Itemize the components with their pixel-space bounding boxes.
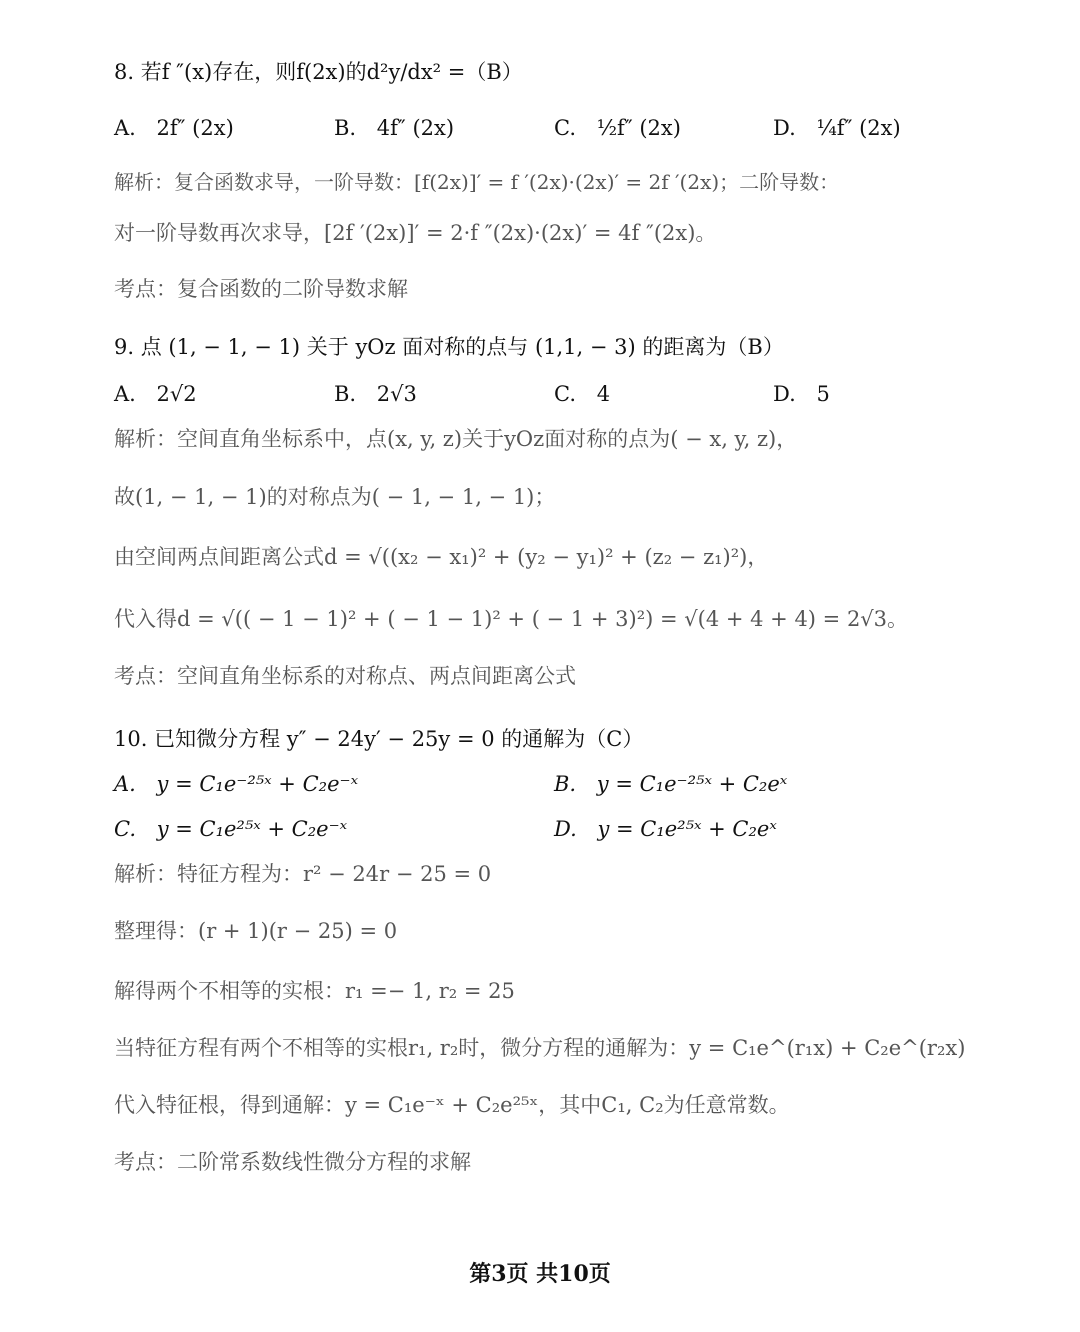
option-text: ¼f″ (2x): [816, 116, 901, 140]
q9-analysis-line-2: 故(1, − 1, − 1)的对称点为( − 1, − 1, − 1)；: [114, 485, 556, 509]
q9-option-c: [554, 382, 610, 406]
option-label: B.: [554, 772, 577, 796]
option-text: y = C₁e⁻²⁵ˣ + C₂e⁻ˣ: [156, 772, 359, 796]
q8-option-b: [334, 116, 454, 140]
q8-option-d: [773, 116, 901, 140]
option-text: ½f″ (2x): [596, 116, 681, 140]
q9-stem: 9. 点 (1, − 1, − 1) 关于 yOz 面对称的点与 (1,1, − 3) 的距离为（B）: [114, 335, 784, 359]
q10-analysis-line-2: 整理得：(r + 1)(r − 25) = 0: [114, 919, 398, 943]
q10-option-c: [114, 817, 347, 841]
option-label: B.: [334, 116, 357, 140]
q10-analysis-line-3: 解得两个不相等的实根：r₁ =− 1, r₂ = 25: [114, 979, 515, 1003]
q8-analysis-line-2: 对一阶导数再次求导，[2f ′(2x)]′ = 2·f ″(2x)·(2x)′ = 4f ″(2x)。: [114, 221, 717, 245]
q8-stem: 8. 若f ″(x)存在，则f(2x)的d²y/dx² =（B）: [114, 60, 523, 84]
q8-option-a: [114, 116, 234, 140]
option-text: 4: [596, 382, 611, 406]
option-label: A.: [114, 116, 136, 140]
q9-point: 考点：空间直角坐标系的对称点、两点间距离公式: [114, 664, 576, 688]
q9-option-a: [114, 382, 197, 406]
q9-analysis-line-3: 由空间两点间距离公式d = √((x₂ − x₁)² + (y₂ − y₁)² + (z₂ − z₁)²)，: [114, 545, 769, 569]
option-label: A.: [114, 772, 136, 796]
option-label: B.: [334, 382, 357, 406]
option-label: D.: [773, 116, 796, 140]
q8-option-c: [554, 116, 681, 140]
option-text: y = C₁e⁻²⁵ˣ + C₂eˣ: [596, 772, 788, 796]
q10-option-d: [554, 817, 777, 841]
q10-option-a: [114, 772, 358, 796]
option-text: 2f″ (2x): [156, 116, 234, 140]
q10-point: 考点：二阶常系数线性微分方程的求解: [114, 1150, 471, 1174]
q9-analysis-line-4: 代入得d = √(( − 1 − 1)² + ( − 1 − 1)² + ( − 1 + 3)²) = √(4 + 4 + 4) = 2√3。: [114, 607, 909, 631]
q8-analysis-line-1: 解析：复合函数求导，一阶导数：[f(2x)]′ = f ′(2x)·(2x)′ = 2f ′(2x)；二阶导数：: [114, 170, 840, 194]
q8-point: 考点：复合函数的二阶导数求解: [114, 277, 408, 301]
q10-analysis-line-1: 解析：特征方程为：r² − 24r − 25 = 0: [114, 862, 492, 886]
option-label: C.: [554, 116, 576, 140]
option-label: A.: [114, 382, 136, 406]
option-text: 2√2: [156, 382, 197, 406]
option-text: y = C₁e²⁵ˣ + C₂e⁻ˣ: [156, 817, 348, 841]
q10-analysis-line-4: 当特征方程有两个不相等的实根r₁, r₂时，微分方程的通解为：y = C₁e^(r₁x) + C₂e^(r₂x): [114, 1036, 966, 1060]
q10-analysis-line-5: 代入特征根，得到通解：y = C₁e⁻ˣ + C₂e²⁵ˣ，其中C₁, C₂为任意常数。: [114, 1093, 790, 1117]
q9-option-d: [773, 382, 830, 406]
option-label: C.: [114, 817, 136, 841]
option-label: C.: [554, 382, 576, 406]
q10-stem: 10. 已知微分方程 y″ − 24y′ − 25y = 0 的通解为（C）: [114, 727, 644, 751]
option-text: 4f″ (2x): [376, 116, 455, 140]
option-label: D.: [554, 817, 577, 841]
q10-option-b: [554, 772, 787, 796]
q9-analysis-line-1: 解析：空间直角坐标系中，点(x, y, z)关于yOz面对称的点为( − x, y, z)，: [114, 427, 798, 451]
option-text: 5: [816, 382, 830, 406]
option-text: 2√3: [376, 382, 417, 406]
option-text: y = C₁e²⁵ˣ + C₂eˣ: [597, 817, 777, 841]
q9-option-b: [334, 382, 417, 406]
page-footer: 第3页 共10页: [469, 1261, 611, 1287]
option-label: D.: [773, 382, 796, 406]
